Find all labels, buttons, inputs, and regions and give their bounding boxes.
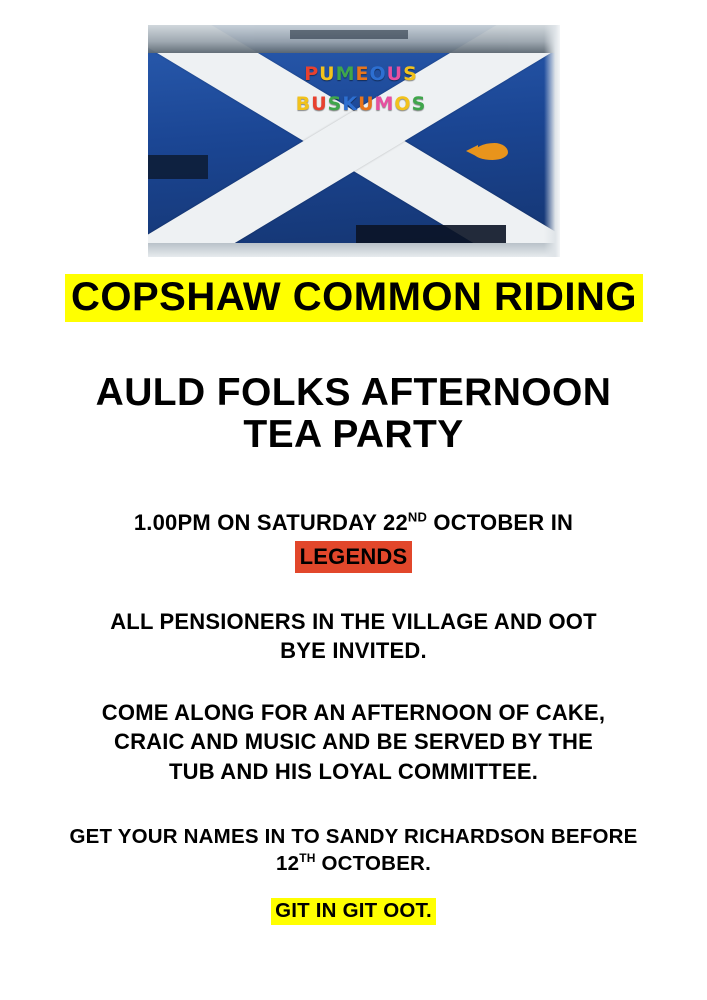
event-datetime xyxy=(40,508,667,538)
rsvp-paragraph xyxy=(40,823,667,878)
photo-top-strip xyxy=(148,25,560,53)
rsvp-deadline-prefix: 12 xyxy=(276,852,300,876)
banner-letter: M xyxy=(335,63,356,85)
banner-letter: S xyxy=(411,93,427,115)
details-line-3: TUB AND HIS LOYAL COMMITTEE. xyxy=(168,758,539,784)
rsvp-line-1: GET YOUR NAMES IN TO SANDY RICHARDSON BEFORE xyxy=(69,825,638,848)
banner-letter: U xyxy=(311,93,328,115)
photo-right-edge xyxy=(544,25,560,257)
event-date-ordinal: ND xyxy=(407,509,428,525)
fish-body xyxy=(474,143,508,160)
page-title xyxy=(40,372,667,456)
banner-letter: S xyxy=(403,63,418,85)
footer-slogan: GIT IN GIT OOT. xyxy=(271,898,436,925)
banner-letter: B xyxy=(295,93,312,115)
details-line-2: CRAIC AND MUSIC AND BE SERVED BY THE xyxy=(113,729,594,755)
banner-letter: O xyxy=(394,93,412,115)
event-datetime-prefix: 1.00PM ON SATURDAY 22 xyxy=(133,510,408,535)
poster-title: COPSHAW COMMON RIDING xyxy=(65,274,643,322)
photo-dark-bar xyxy=(290,30,408,39)
banner-letter: M xyxy=(374,93,395,115)
rsvp-deadline-suffix: OCTOBER. xyxy=(315,852,431,876)
banner-letter: K xyxy=(342,93,359,115)
banner-letter: O xyxy=(369,63,387,85)
invitation-paragraph xyxy=(40,607,667,666)
invitation-line-1: ALL PENSIONERS IN THE VILLAGE AND OOT xyxy=(110,609,597,634)
fish-icon xyxy=(466,141,512,163)
banner-letter: S xyxy=(327,93,343,115)
event-venue-row xyxy=(40,538,667,574)
event-datetime-suffix: OCTOBER IN xyxy=(427,510,574,535)
photo-artefact-bottom xyxy=(356,225,506,245)
banner-letter: E xyxy=(355,63,370,85)
photo-artefact-left xyxy=(148,155,208,179)
footer-slogan-row xyxy=(40,898,667,925)
banner-letters xyxy=(266,59,456,127)
saltire-flag-photo xyxy=(148,25,560,257)
details-paragraph xyxy=(40,698,667,786)
headline-line-2: TEA PARTY xyxy=(243,413,464,457)
banner-letter: P xyxy=(304,63,320,85)
headline-line-1: AULD FOLKS AFTERNOON xyxy=(95,371,612,414)
banner-letter: U xyxy=(319,63,336,85)
details-line-1: COME ALONG FOR AN AFTERNOON OF CAKE, xyxy=(101,700,606,725)
banner-letter: U xyxy=(358,93,375,115)
poster-title-band xyxy=(44,274,664,322)
rsvp-line-2 xyxy=(40,850,667,877)
event-venue: LEGENDS xyxy=(295,541,413,574)
rsvp-deadline-ordinal: TH xyxy=(299,851,316,866)
photo-bottom-strip xyxy=(148,243,560,257)
invitation-line-2: BYE INVITED. xyxy=(280,638,427,664)
event-time-line xyxy=(40,508,667,573)
banner-letter: U xyxy=(386,63,404,85)
